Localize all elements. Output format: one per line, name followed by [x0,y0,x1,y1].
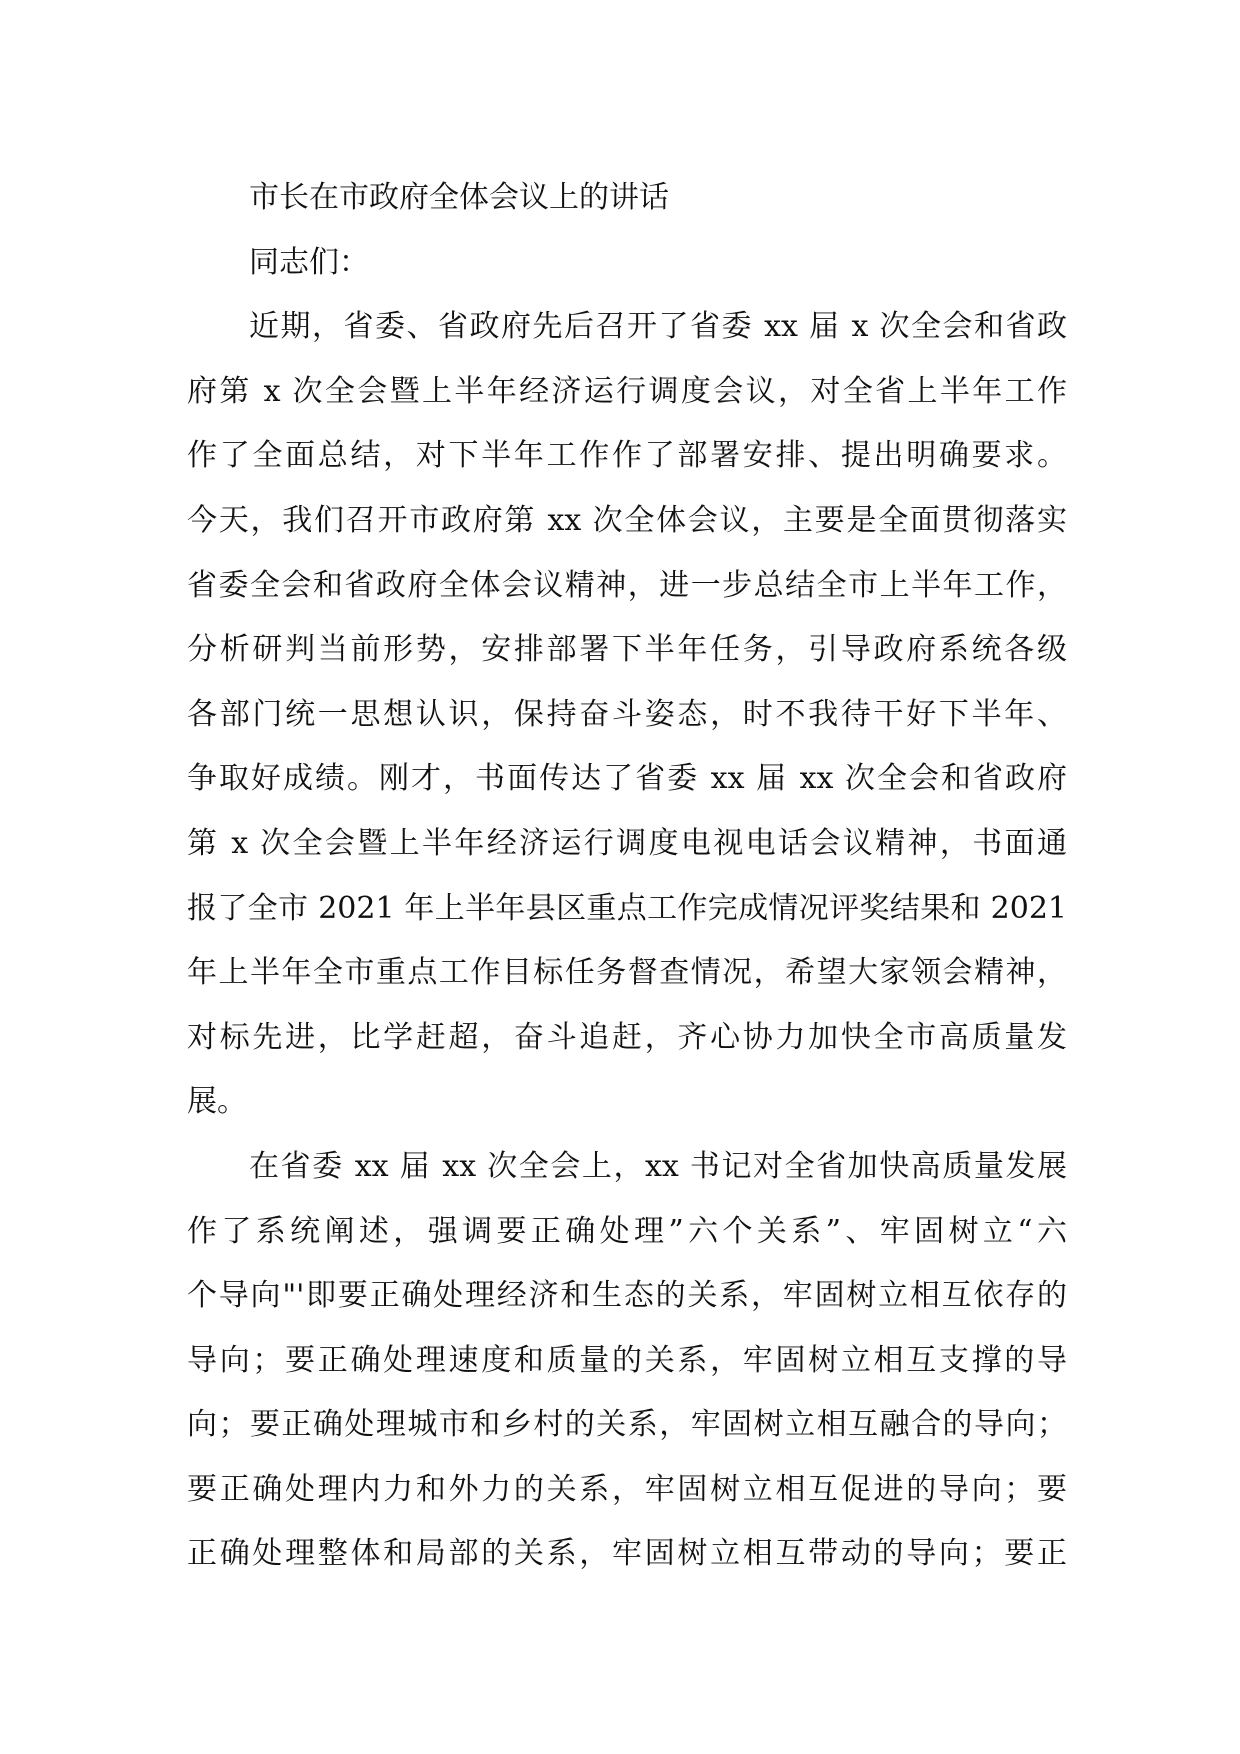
paragraph-line: 省委全会和省政府全体会议精神，进一步总结全市上半年工作， [187,567,1067,603]
paragraph-line: 第 x 次全会暨上半年经济运行调度电视电话会议精神，书面通 [187,825,1067,861]
paragraph-2 [187,1135,1067,1587]
paragraph-line: 今天，我们召开市政府第 xx 次全体会议，主要是全面贯彻落实 [187,502,1067,538]
paragraph-line: 向；要正确处理城市和乡村的关系，牢固树立相互融合的导向； [187,1407,1067,1443]
paragraph-line: 年上半年全市重点工作目标任务督查情况，希望大家领会精神， [187,955,1067,991]
paragraph-line: 作了全面总结，对下半年工作作了部署安排、提出明确要求。 [187,438,1067,474]
document-title: 市长在市政府全体会议上的讲话 [249,180,669,215]
paragraph-line: 要正确处理内力和外力的关系，牢固树立相互促进的导向；要 [187,1471,1067,1507]
paragraph-line: 近期，省委、省政府先后召开了省委 xx 届 x 次全会和省政 [249,309,1067,345]
paragraph-line: 各部门统一思想认识，保持奋斗姿态，时不我待干好下半年、 [187,696,1067,732]
document-body [187,166,1067,1587]
paragraph-1 [187,295,1067,1135]
paragraph-line: 个导向"'即要正确处理经济和生态的关系，牢固树立相互依存的 [187,1278,1067,1314]
salutation: 同志们： [249,244,369,280]
paragraph-line: 正确处理整体和局部的关系，牢固树立相互带动的导向；要正 [187,1536,1067,1572]
paragraph-line: 作了系统阐述，强调要正确处理”六个关系”、牢固树立“六 [187,1213,1067,1249]
paragraph-line: 在省委 xx 届 xx 次全会上，xx 书记对全省加快高质量发展 [249,1148,1067,1184]
paragraph-line: 导向；要正确处理速度和质量的关系，牢固树立相互支撑的导 [187,1342,1067,1378]
paragraph-line: 展。 [187,1084,247,1120]
paragraph-line: 对标先进，比学赶超，奋斗追赶，齐心协力加快全市高质量发 [187,1019,1067,1055]
paragraph-line: 分析研判当前形势，安排部署下半年任务，引导政府系统各级 [187,632,1067,668]
paragraph-line: 报了全市 2021 年上半年县区重点工作完成情况评奖结果和 2021 [187,890,1067,926]
paragraph-line: 争取好成绩。刚才，书面传达了省委 xx 届 xx 次全会和省政府 [187,761,1067,797]
paragraph-line: 府第 x 次全会暨上半年经济运行调度会议，对全省上半年工作 [187,373,1067,409]
